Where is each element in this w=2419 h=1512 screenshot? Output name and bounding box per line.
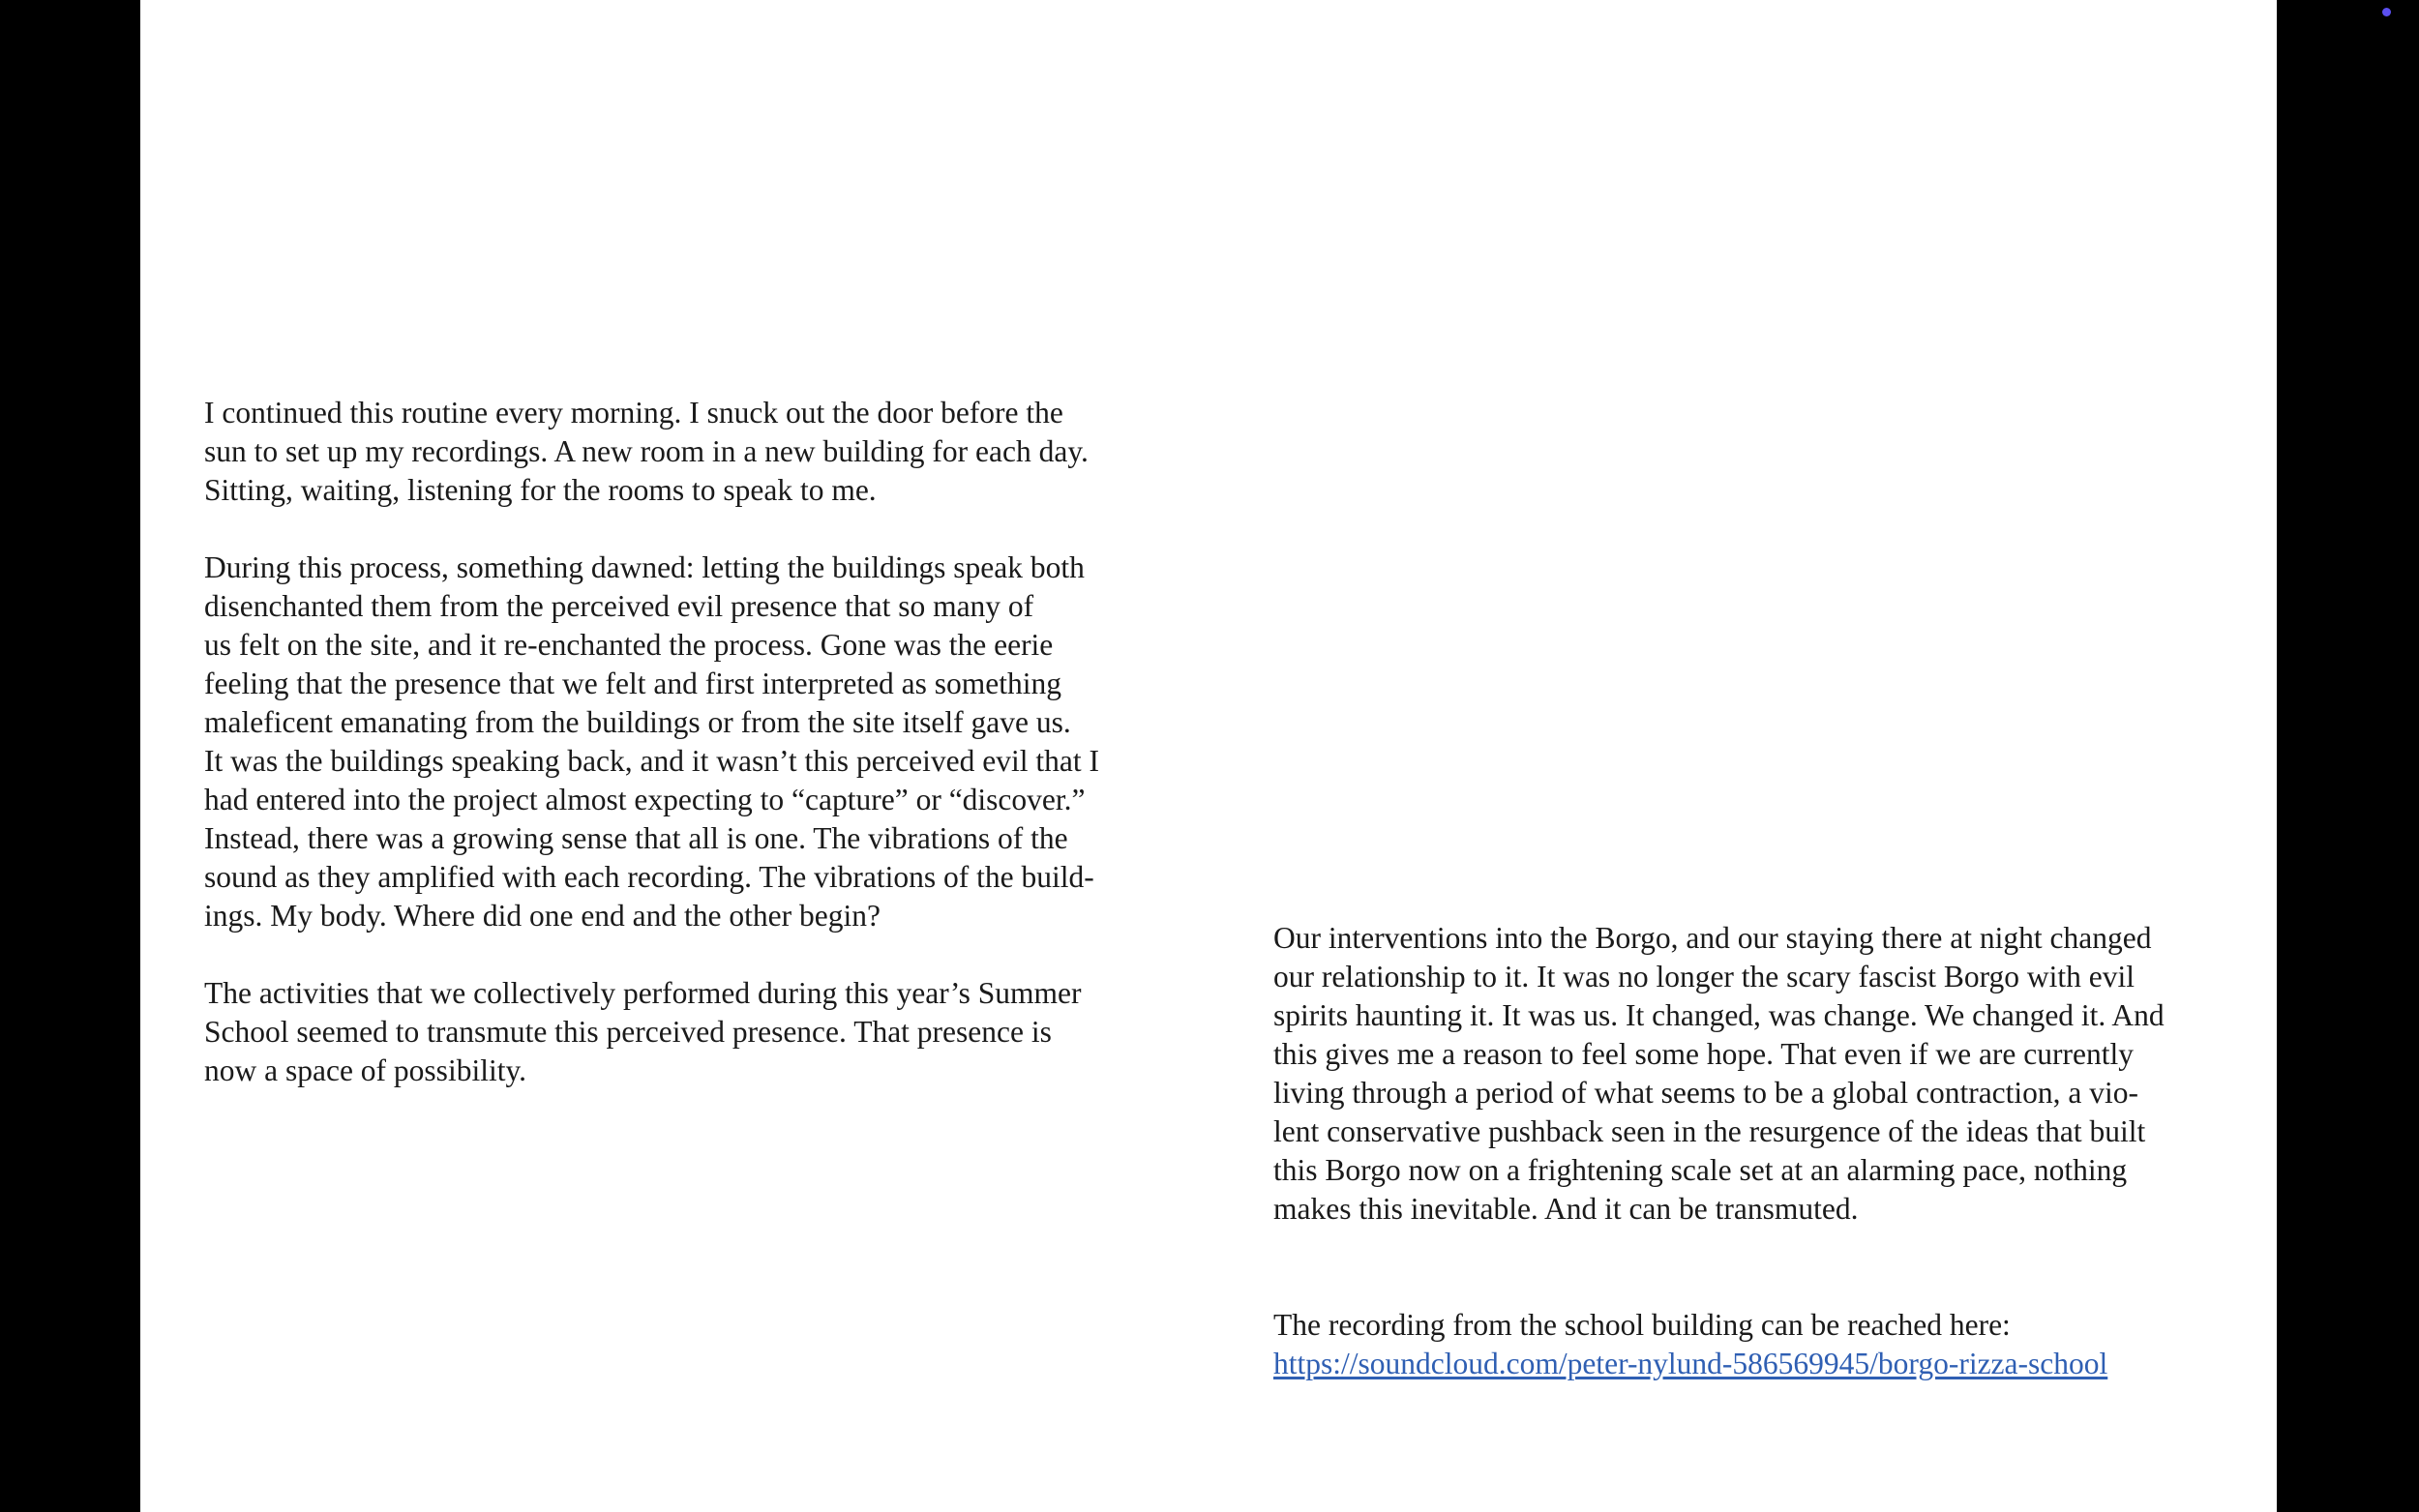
text-line: this Borgo now on a frightening scale set at an alarming pace, nothing [1273, 1153, 2128, 1187]
status-indicator-dot [2382, 8, 2391, 16]
paragraph-routine [204, 394, 1172, 510]
text-line: I continued this routine every morning. I snuck out the door before the [204, 396, 1063, 430]
paragraph-interventions [1273, 919, 2241, 1229]
text-line: us felt on the site, and it re-enchanted the process. Gone was the eerie [204, 628, 1054, 662]
text-line: lent conservative pushback seen in the resurgence of the ideas that built [1273, 1114, 2146, 1148]
text-line: this gives me a reason to feel some hope. That even if we are currently [1273, 1037, 2134, 1071]
text-line: makes this inevitable. And it can be transmuted. [1273, 1192, 1859, 1226]
left-page-text [204, 394, 1172, 1090]
text-line: disenchanted them from the perceived evil presence that so many of [204, 589, 1034, 623]
recording-link[interactable]: https://soundcloud.com/peter-nylund-586569945/borgo-rizza-school [1273, 1347, 2108, 1380]
text-line: Instead, there was a growing sense that all is one. The vibrations of the [204, 821, 1068, 855]
paragraph-activities [204, 974, 1172, 1090]
text-line: sound as they amplified with each recording. The vibrations of the build- [204, 860, 1094, 894]
paragraph-process [204, 548, 1172, 935]
text-line: ings. My body. Where did one end and the other begin? [204, 899, 881, 933]
right-page-text [1273, 919, 2241, 1383]
recording-note: The recording from the school building can be reached here: [1273, 1308, 2011, 1342]
text-line: Sitting, waiting, listening for the rooms to speak to me. [204, 473, 877, 507]
paragraph-spacer [204, 935, 1172, 974]
text-line: sun to set up my recordings. A new room in a new building for each day. [204, 434, 1089, 468]
recording-section [1273, 1306, 2241, 1383]
page-spread [140, 0, 2277, 1512]
text-line: now a space of possibility. [204, 1053, 527, 1087]
paragraph-spacer [1273, 1229, 2241, 1306]
text-line: our relationship to it. It was no longer the scary fascist Borgo with evil [1273, 960, 2135, 993]
text-line: had entered into the project almost expecting to “capture” or “discover.” [204, 783, 1086, 816]
paragraph-spacer [204, 510, 1172, 548]
text-line: living through a period of what seems to be a global contraction, a vio- [1273, 1076, 2139, 1110]
text-line: School seemed to transmute this perceived presence. That presence is [204, 1015, 1052, 1049]
text-line: maleficent emanating from the buildings or from the site itself gave us. [204, 705, 1071, 739]
recording-link-line [1273, 1345, 2241, 1383]
text-line: During this process, something dawned: letting the buildings speak both [204, 550, 1085, 584]
text-line: The activities that we collectively performed during this year’s Summer [204, 976, 1082, 1010]
text-line: spirits haunting it. It was us. It changed, was change. We changed it. And [1273, 998, 2165, 1032]
text-line: feeling that the presence that we felt and first interpreted as something [204, 667, 1062, 700]
text-line: It was the buildings speaking back, and it wasn’t this perceived evil that I [204, 744, 1099, 778]
text-line: Our interventions into the Borgo, and our staying there at night changed [1273, 921, 2152, 955]
